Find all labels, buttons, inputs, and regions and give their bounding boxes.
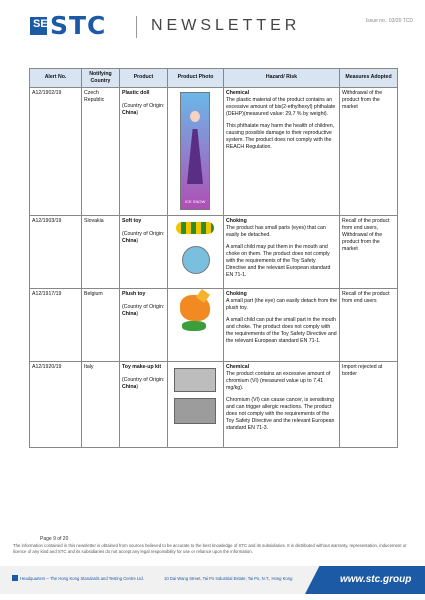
hazard-description: The product has small parts (eyes) that can easily be detached. <box>226 224 326 238</box>
hazard-cell <box>224 88 340 216</box>
plush-dragon-belly <box>182 321 206 331</box>
issue-number: Issue no.: 03/20 TCD <box>365 18 413 24</box>
hazard-cell <box>224 362 340 448</box>
origin-value: China <box>122 310 137 317</box>
origin-label: (Country of Origin: <box>122 303 165 310</box>
origin-close: ) <box>136 109 139 116</box>
alert-number: A12/1917/19 <box>30 289 82 362</box>
product-photo <box>168 88 224 216</box>
doll-dress <box>187 129 203 184</box>
makeup-kit-open-image <box>174 398 216 424</box>
measures-adopted: Import rejected at border <box>340 362 398 448</box>
hazard-title: Chemical <box>226 363 250 370</box>
hazard-risk: Chromium (VI) can cause cancer, is sensitising and can trigger allergic reactions. The product does not comply with the requirements of the Toy Safety Directive and the relevant European standard EN 71-3. <box>226 396 335 431</box>
notifying-country: Belgium <box>82 289 120 362</box>
origin-value: China <box>122 109 137 116</box>
newsletter-title: NEWSLETTER <box>151 17 301 34</box>
stc-logo-text: STC <box>50 11 107 40</box>
hazard-cell <box>224 289 340 362</box>
hazard-risk: A small child may put them in the mouth and choke on them. The product does not comply with the requirements of the Toy Safety Directive and the relevant European standard EN 71-1. <box>226 243 331 278</box>
plush-dragon-image <box>180 295 210 321</box>
product-cell <box>120 216 168 289</box>
origin-close: ) <box>136 310 139 317</box>
table-row <box>30 362 398 448</box>
logo-mark-text: SE <box>33 18 48 30</box>
logo-divider <box>136 16 137 38</box>
hazard-title: Chemical <box>226 89 250 96</box>
column-header: Alert No. <box>30 69 82 88</box>
product-cell <box>120 289 168 362</box>
product-photo <box>168 362 224 448</box>
hazard-risk: A small child can put the small part in the mouth and choke. The product does not comply with the requirements of the Toy Safety Directive and the relevant European standard EN 71-1. <box>226 316 337 344</box>
column-header: Measures Adopted <box>340 69 398 88</box>
toy-packaging-image <box>182 246 210 274</box>
doll-image <box>180 92 210 210</box>
alerts-table <box>29 68 398 448</box>
product-photo <box>168 216 224 289</box>
package-label: ICE SNOW <box>185 198 206 204</box>
product-photo <box>168 289 224 362</box>
alert-number: A12/1920/19 <box>30 362 82 448</box>
notifying-country: Slovakia <box>82 216 120 289</box>
alert-number: A12/1903/19 <box>30 216 82 289</box>
makeup-kit-image <box>174 368 216 392</box>
address-text: 10 Dai Wang Street, Tai Po Industrial Estate, Tai Po, N.T., Hong Kong <box>164 576 293 581</box>
origin-label: (Country of Origin: <box>122 102 165 109</box>
newsletter-header <box>0 0 425 46</box>
column-header: Product <box>120 69 168 88</box>
country-of-origin <box>122 377 165 391</box>
measures-adopted: Recall of the product from end users, Withdrawal of the product from the market <box>340 216 398 289</box>
origin-label: (Country of Origin: <box>122 376 165 383</box>
hazard-description: A small part (the eye) can easily detach from the plush toy. <box>226 297 338 311</box>
doll-face <box>190 111 200 122</box>
measures-adopted: Recall of the product from end users <box>340 289 398 362</box>
origin-label: (Country of Origin: <box>122 230 165 237</box>
stc-logo-mark <box>30 17 47 35</box>
product-cell <box>120 362 168 448</box>
column-header: Hazard/ Risk <box>224 69 340 88</box>
dragon-wing <box>196 289 210 303</box>
country-of-origin <box>122 304 165 318</box>
table-header-row <box>30 69 398 88</box>
origin-close: ) <box>136 383 139 390</box>
alert-number: A12/1902/19 <box>30 88 82 216</box>
origin-value: China <box>122 383 137 390</box>
hazard-description: The plastic material of the product contains an excessive amount of bis(2-ethylhexyl) phthalate (DEHP)(measured value: 29,7 % by weight). <box>226 96 336 117</box>
measures-adopted: Withdrawal of the product from the market <box>340 88 398 216</box>
notifying-country: Italy <box>82 362 120 448</box>
origin-value: China <box>122 237 137 244</box>
page-number: Page 9 of 20 <box>40 536 69 542</box>
country-of-origin <box>122 231 165 245</box>
column-header: Product Photo <box>168 69 224 88</box>
column-header: Notifying Country <box>82 69 120 88</box>
table-row <box>30 216 398 289</box>
notifying-country: Czech Republic <box>82 88 120 216</box>
product-name: Plastic doll <box>122 89 150 96</box>
hazard-cell <box>224 216 340 289</box>
disclaimer: The information contained in this newsletter is obtained from sources believed to be accurate to the best knowledge of STC and its subsidiaries. It is distributed without warranty, representation, inducement or licence of any kind and STC and its subsidiaries do not accept any legal responsibility for use or reliance upon the information. <box>13 543 407 554</box>
building-icon <box>12 575 18 581</box>
country-of-origin <box>122 103 165 117</box>
hazard-title: Choking <box>226 217 247 224</box>
product-name: Soft toy <box>122 217 142 224</box>
hazard-description: The product contains an excessive amount of chromium (VI) (measured value up to 7.41 mg/kg). <box>226 370 331 391</box>
product-name: Toy make-up kit <box>122 363 162 370</box>
website-link[interactable]: www.stc.group <box>340 574 412 585</box>
table-row <box>30 88 398 216</box>
headquarters-text: Headquarters – The Hong Kong Standards and Testing Centre Ltd. <box>20 576 144 581</box>
caterpillar-toy-image <box>176 222 214 234</box>
origin-close: ) <box>136 237 139 244</box>
product-cell <box>120 88 168 216</box>
table-row <box>30 289 398 362</box>
product-name: Plush toy <box>122 290 146 297</box>
hazard-title: Choking <box>226 290 247 297</box>
hazard-risk: This phthalate may harm the health of children, causing possible damage to their reproductive system. The product does not comply with the REACH Regulation. <box>226 122 335 150</box>
